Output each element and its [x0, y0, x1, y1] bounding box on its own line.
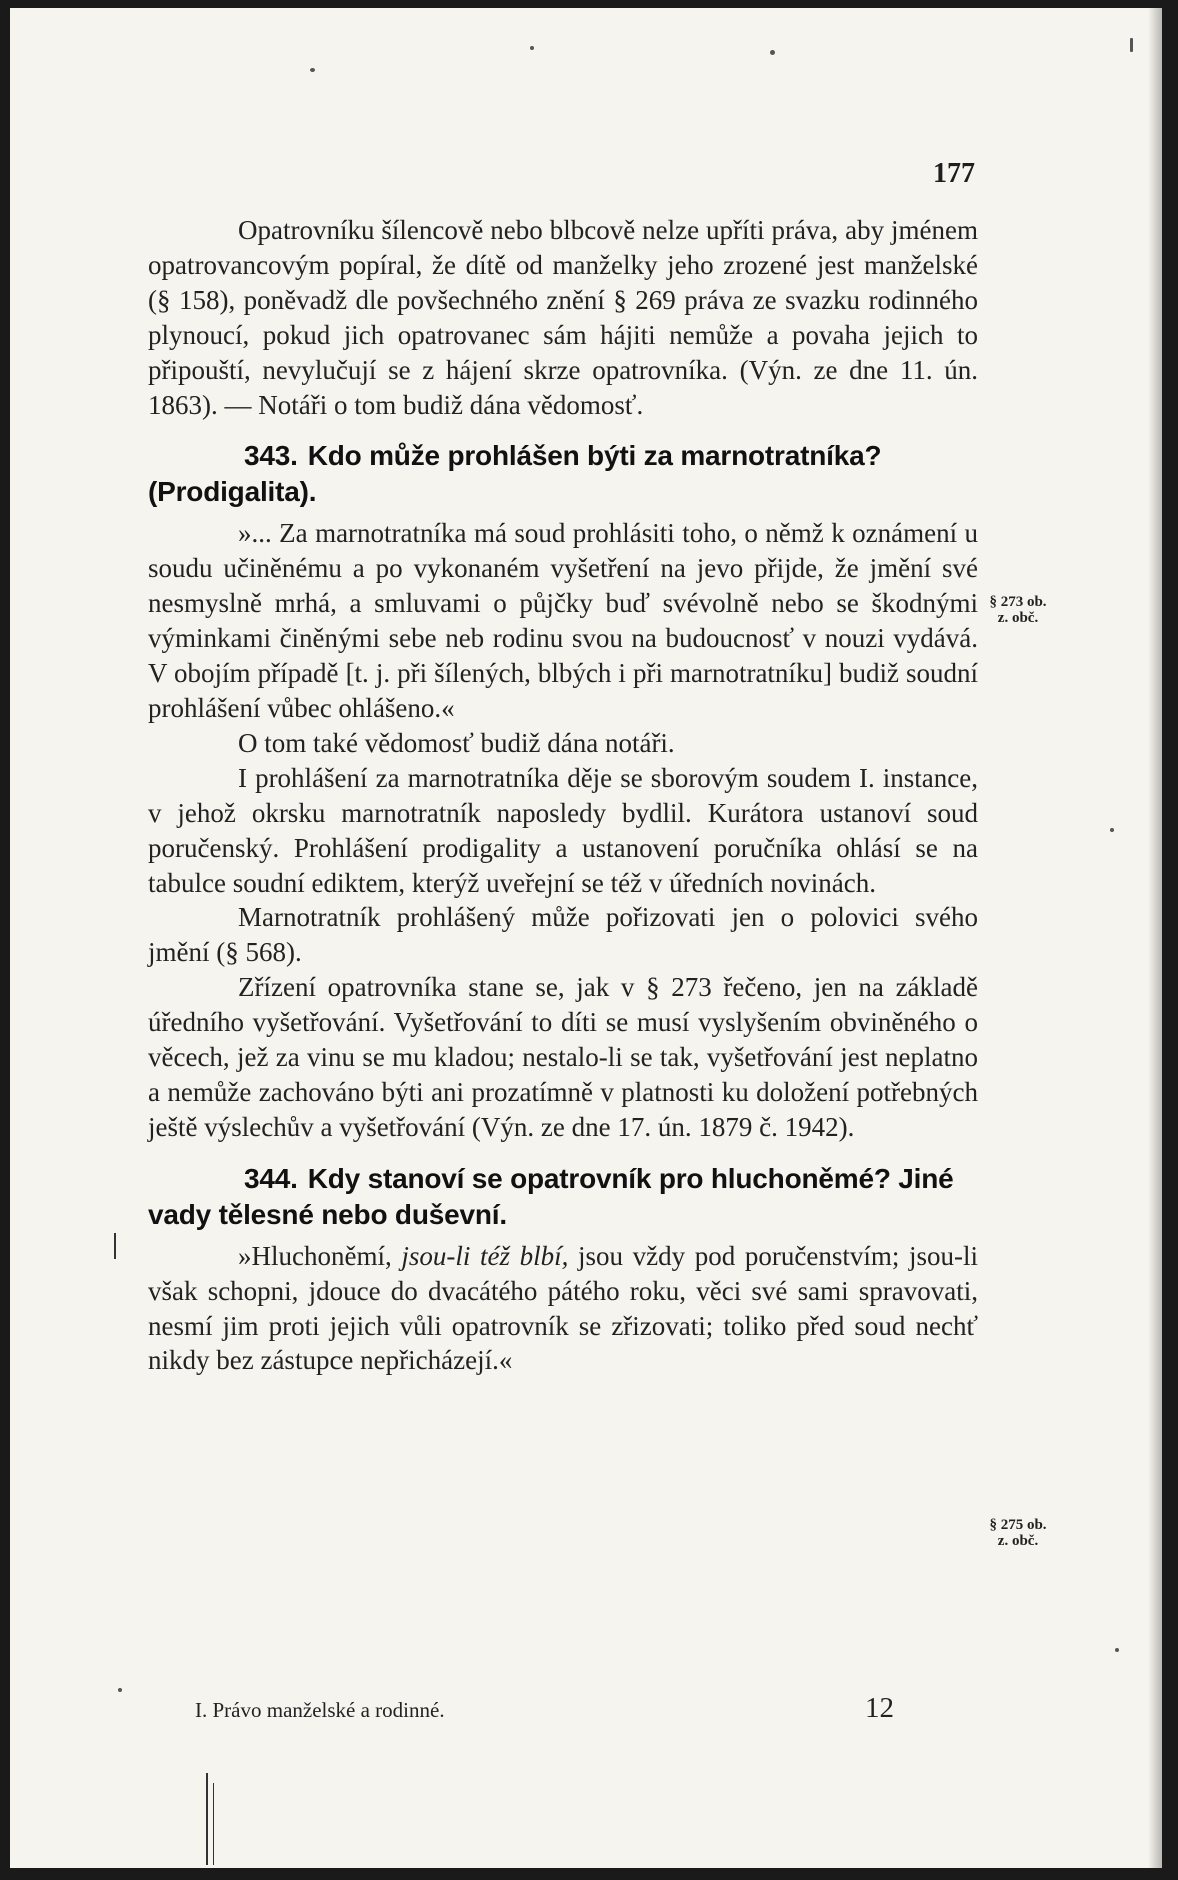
sidenote-line: § 273 ob.	[989, 594, 1047, 610]
section-343-heading	[148, 438, 978, 510]
section-title: Kdy stanoví se opatrovník pro hluchoněmé? Jiné vady tělesné nebo duševní.	[148, 1162, 954, 1230]
signature-mark: 12	[865, 1692, 894, 1724]
ink-speck	[770, 50, 775, 55]
paragraph	[148, 1239, 978, 1379]
paragraph: Marnotratník prohlášený může pořizovati jen o polovici svého jmění (§ 568).	[148, 902, 978, 968]
page-body	[148, 213, 978, 1378]
ink-speck	[118, 1688, 122, 1692]
ink-speck	[1110, 828, 1114, 832]
paragraph: »... Za marnotratníka má soud prohlásiti toho, o němž k oznámení u soudu učiněnému a po vykonaném vyšetření na jevo přijde, že jmění své nesmyslně mrhá, a smluvami o půjčky buď svévolně nebo se škodnými výminkami činěnými sebe neb rodinu svou na budoucnosť v nouzi vydává. V obojím případě [t. j. při šílených, blbých i při marnotratníku] budiž soudní prohlášení vůbec ohlášeno.«	[148, 518, 978, 723]
sidenote-273	[972, 594, 1064, 626]
ink-speck	[1130, 38, 1133, 52]
sidenote-line: z. obč.	[997, 1533, 1039, 1549]
ink-speck	[530, 46, 534, 50]
ink-speck	[310, 68, 315, 72]
paragraph: Opatrovníku šílencově nebo blbcově nelze upříti práva, aby jménem opatrovancovým popíral, že dítě od manželky jeho zrozené jest manželské (§ 158), poněvadž dle povšechného znění § 269 práva ze svazku rodinného plynoucí, pokud jich opatrovanec sám hájiti nemůže a povaha jejich to připouští, nevylučují se z hájení skrze opatrovníka. (Výn. ze dne 11. ún. 1863). — Notáři o tom budiž dána vědomosť.	[148, 215, 978, 420]
sidenote-line: § 275 ob.	[989, 1517, 1047, 1533]
paragraph-italic: jsou-li též blbí,	[401, 1240, 569, 1271]
margin-mark	[114, 1233, 116, 1259]
paragraph: O tom také vědomosť budiž dána notáři.	[238, 727, 675, 758]
sidenote-275	[972, 1517, 1064, 1549]
margin-mark	[206, 1773, 208, 1865]
page-footer	[195, 1692, 915, 1724]
paragraph-text: »Hluchoněmí,	[238, 1240, 402, 1271]
sidenote-line: z. obč.	[997, 610, 1039, 626]
page-number: 177	[933, 158, 975, 189]
section-number: 344.	[244, 1162, 298, 1194]
paragraph-text: jsou vždy pod poručenstvím; jsou-li však schopni, jdouce do dvacátého pátého roku, věci své sami spravovati, nesmí jim proti jejich vůli opatrovník se zřizovati; toliko před soud nechť nikdy bez zástupce nepřicházejí.«	[148, 1240, 978, 1376]
paragraph: Zřízení opatrovníka stane se, jak v § 273 řečeno, jen na základě úředního vyšetřování. Vyšetřování to díti se musí vyslyšením obviněného o věcech, jež za vinu se mu kladou; nestalo-li se tak, vyšetřování jest neplatno a nemůže zachováno býti ani prozatímně v platnosti ku doložení potřebných ještě výslechův a vyšetřování (Výn. ze dne 17. ún. 1879 č. 1942).	[148, 972, 978, 1142]
signature-note: I. Právo manželské a rodinné.	[195, 1698, 445, 1722]
section-344-heading	[148, 1161, 978, 1233]
ink-speck	[1115, 1648, 1119, 1652]
book-page	[10, 8, 1162, 1868]
section-number: 343.	[244, 440, 298, 472]
section-title: Kdo může prohlášen býti za marnotratníka? (Prodigalita).	[148, 440, 882, 508]
margin-mark	[213, 1783, 214, 1865]
paragraph: I prohlášení za marnotratníka děje se sborovým soudem I. instance, v jehož okrsku marnotratník naposledy bydlil. Kurátora ustanoví soud poručenský. Prohlášení prodigality a ustanovení poručníka ohlásí se na tabulce soudní ediktem, kterýž uveřejní se též v úředních novinách.	[148, 762, 978, 898]
